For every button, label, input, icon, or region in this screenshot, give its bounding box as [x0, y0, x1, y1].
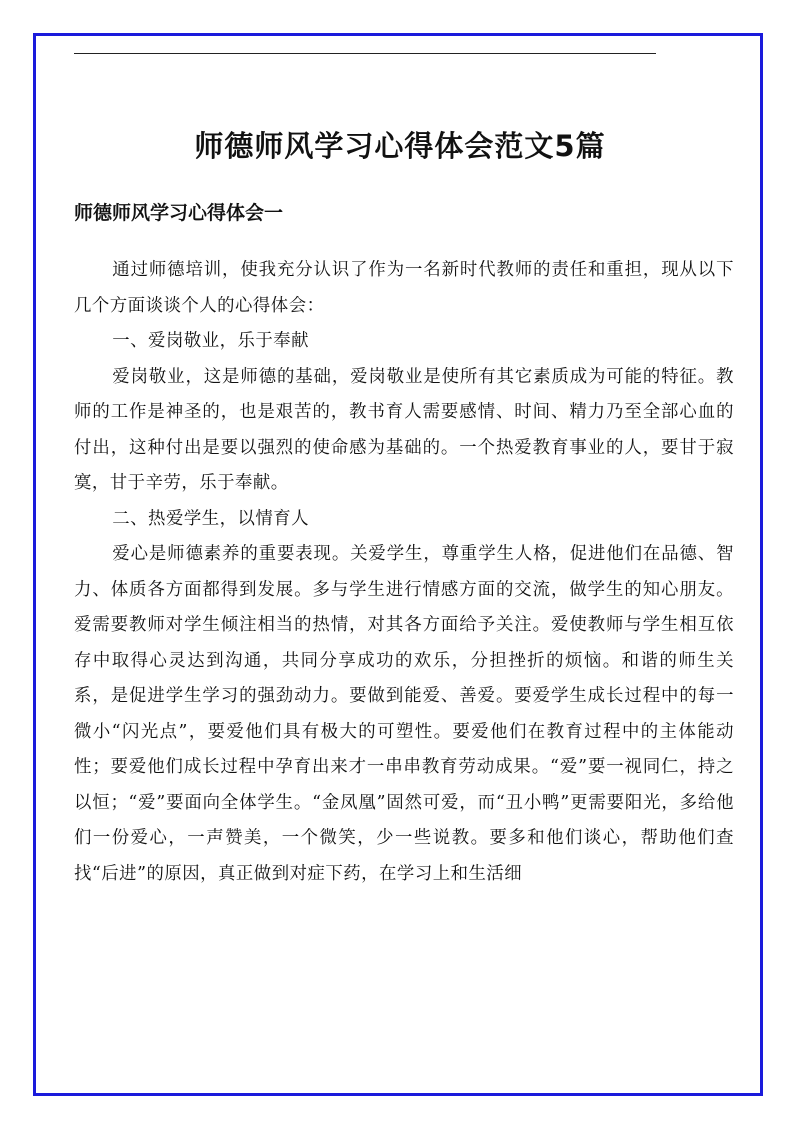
- subheading-dedication: 一、爱岗敬业，乐于奉献: [112, 331, 310, 351]
- document-title: 师德师风学习心得体会范文5篇: [194, 129, 606, 163]
- intro-paragraph: 通过师德培训，使我充分认识了作为一名新时代教师的责任和重担，现从以下几个方面谈谈个人的心得体会：: [74, 260, 734, 316]
- header-rule: [74, 53, 656, 54]
- paragraph-love-students: 爱心是师德素养的重要表现。关爱学生，尊重学生人格，促进他们在品德、智力、体质各方面都得到发展。多与学生进行情感方面的交流，做学生的知心朋友。爱需要教师对学生倾注相当的热情，对其各方面给予关注。爱使教师与学生相互依存中取得心灵达到沟通，共同分享成功的欢乐，分担挫折的烦恼。和谐的师生关系，是促进学生学习的强劲动力。要做到能爱、善爱。要爱学生成长过程中的每一微小“闪光点”，要爱他们具有极大的可塑性。要爱他们在教育过程中的主体能动性；要爱他们成长过程中孕育出来才一串串教育劳动成果。“爱”要一视同仁，持之以恒；“爱”要面向全体学生。“金凤凰”固然可爱，而“丑小鸭”更需要阳光，多给他们一份爱心，一声赞美，一个微笑，少一些说教。要多和他们谈心，帮助他们查找“后进”的原因，真正做到对症下药，在学习上和生活细: [74, 544, 734, 884]
- paragraph-dedication: 爱岗敬业，这是师德的基础，爱岗敬业是使所有其它素质成为可能的特征。教师的工作是神圣的，也是艰苦的，教书育人需要感情、时间、精力乃至全部心血的付出，这种付出是要以强烈的使命感为基础的。一个热爱教育事业的人，要甘于寂寞，甘于辛劳，乐于奉献。: [74, 366, 734, 493]
- document-body: [74, 253, 734, 892]
- subheading-love-students: 二、热爱学生，以情育人: [112, 508, 310, 529]
- section-heading: 师德师风学习心得体会一: [74, 202, 284, 224]
